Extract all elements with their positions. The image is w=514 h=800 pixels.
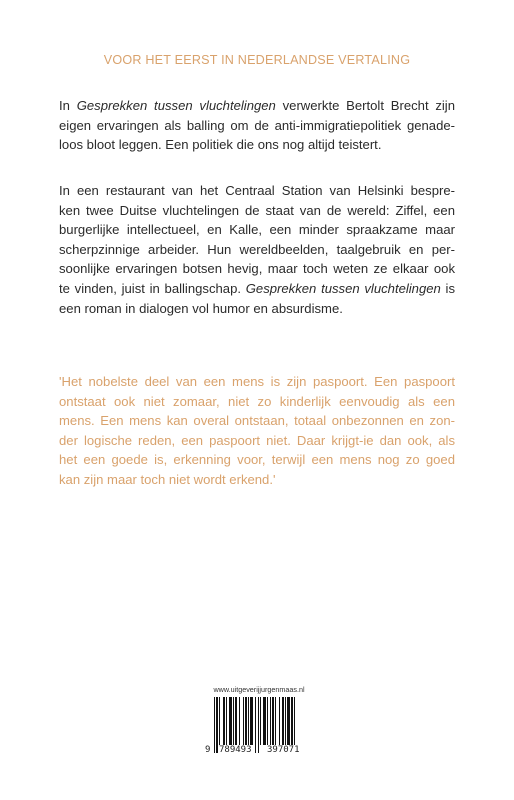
barcode-bar — [272, 697, 274, 745]
publisher-url: www.uitgeverijjurgenmaas.nl — [213, 685, 305, 694]
barcode-bar — [285, 697, 286, 745]
isbn-left-digits: 789493 — [219, 745, 252, 755]
barcode-bar — [287, 697, 290, 745]
description-line-text: is — [440, 280, 456, 296]
barcode-bar — [219, 697, 220, 745]
barcode-bar — [245, 697, 247, 745]
barcode-bar — [239, 697, 240, 745]
barcode-bar — [282, 697, 284, 745]
barcode-bar — [263, 697, 266, 745]
description-line — [59, 279, 455, 299]
quote-line: mens. Een mens kan overal ontstaan, totaal onbezonnen en zon- — [59, 413, 455, 429]
book-title-italic: Gesprekken tussen vluchtelingen — [76, 98, 276, 113]
barcode-bar — [248, 697, 249, 745]
barcode-bar — [260, 697, 261, 745]
barcode-bar — [275, 697, 276, 745]
description-line-text: te vinden, juist in ballingschap. — [59, 280, 246, 296]
book-title-italic: Gesprekken tussen vluchtelingen — [245, 280, 441, 296]
quote-line: 'Het nobelste deel van een mens is zijn paspoort. Een paspoort — [59, 374, 455, 389]
isbn-first-digit: 9 — [205, 745, 211, 755]
barcode-bar — [279, 697, 280, 745]
isbn-barcode — [204, 697, 314, 759]
quote-line: kan zijn maar toch niet wordt erkend.' — [59, 471, 276, 487]
description-paragraph — [59, 181, 455, 318]
barcode-bar — [267, 697, 268, 745]
isbn-digits — [204, 745, 314, 759]
description-line: scherpzinnige arbeider. Hun wereldbeelden, taalgebruik en per- — [59, 241, 455, 257]
quote-line: het een goede is, erkenning voor, terwijl een mens nog zo goed — [59, 452, 455, 468]
description-line: In een restaurant van het Centraal Station van Helsinki bespre- — [59, 183, 455, 198]
description-line: soonlijke ervaringen botsen hevig, maar toch weten ze elkaar ook — [59, 261, 455, 277]
barcode-block — [204, 685, 314, 759]
barcode-bar — [233, 697, 234, 745]
barcode-bar — [270, 697, 271, 745]
description-line: burgerlijke intellectueel, en Kalle, een minder spraakzame maar — [59, 222, 455, 238]
intro-line — [59, 96, 455, 116]
quote-line: ontstaat ook niet zomaar, niet zo kinderlijk eenvoudig als een — [59, 393, 455, 409]
barcode-bar — [229, 697, 232, 745]
quote-line: der logische reden, een paspoort niet. Daar krijgt-ie dan ook, als — [59, 432, 455, 448]
barcode-bar — [250, 697, 253, 745]
intro-line-text: verwerkte Bertolt Brecht zijn — [275, 98, 456, 113]
barcode-bar — [226, 697, 227, 745]
description-line: een roman in dialogen vol humor en absurdisme. — [59, 300, 343, 316]
barcode-bar — [235, 697, 237, 745]
quote-paragraph — [59, 372, 455, 490]
barcode-bar — [243, 697, 244, 745]
intro-paragraph — [59, 96, 455, 155]
tagline: VOOR HET EERST IN NEDERLANDSE VERTALING — [103, 53, 411, 67]
intro-line-text: In — [59, 98, 77, 113]
intro-line: loos bloot leggen. Een politiek die ons nog altijd teistert. — [59, 137, 382, 153]
intro-line: eigen ervaringen als balling om de anti-immigratiepolitiek genade- — [59, 117, 455, 133]
isbn-right-digits: 397071 — [267, 745, 300, 755]
description-line: ken twee Duitse vluchtelingen de staat van de wereld: Ziffel, een — [59, 202, 455, 218]
barcode-bar — [223, 697, 225, 745]
